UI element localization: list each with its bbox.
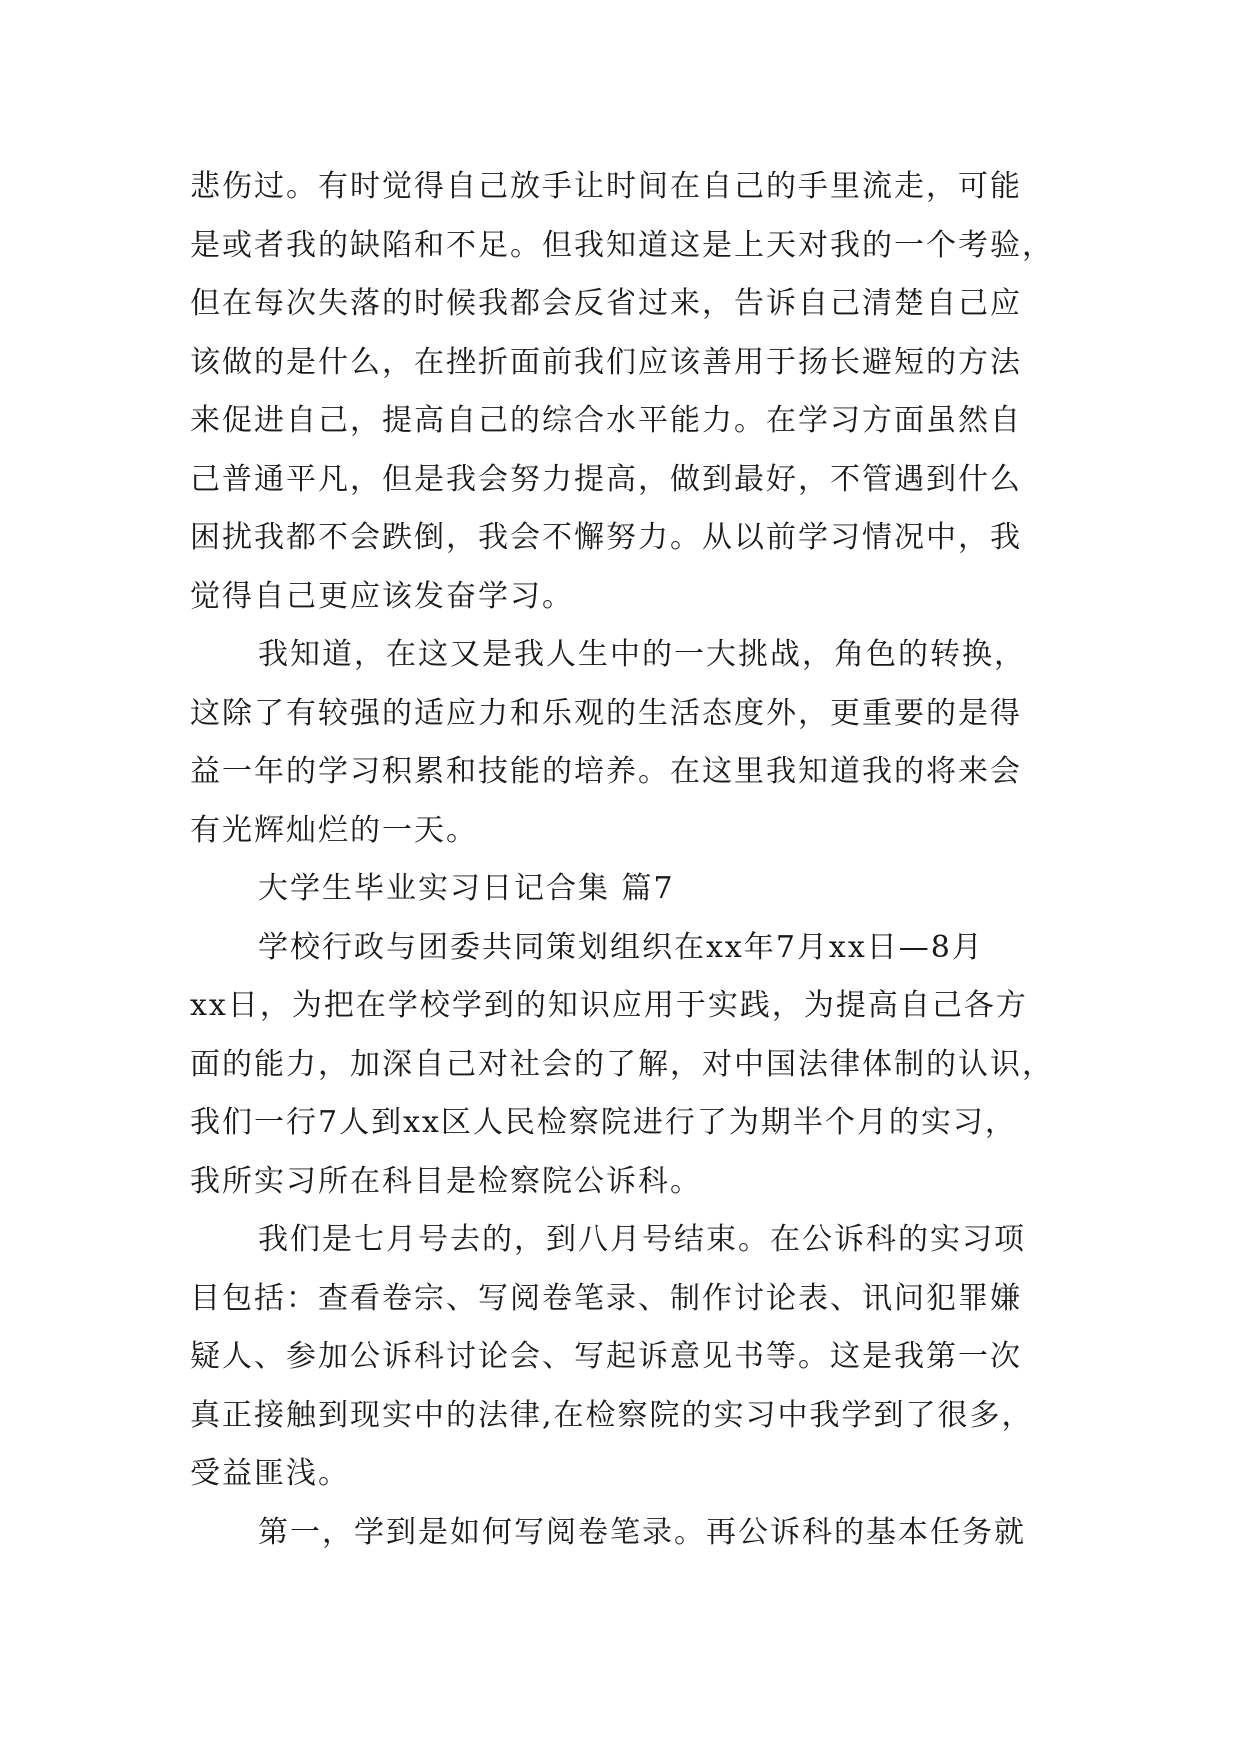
text-line: 目包括：查看卷宗、写阅卷笔录、制作讨论表、讯问犯罪嫌 <box>190 1280 1022 1316</box>
text-line: 觉得自己更应该发奋学习。 <box>190 578 574 614</box>
paragraph-first-line: 第一，学到是如何写阅卷笔录。再公诉科的基本任务就 <box>258 1514 1026 1550</box>
text-line: 疑人、参加公诉科讨论会、写起诉意见书等。这是我第一次 <box>190 1339 1022 1374</box>
text-line: 益一年的学习积累和技能的培养。在这里我知道我的将来会 <box>190 754 1022 789</box>
text-line: xx日，为把在学校学到的知识应用于实践，为提高自己各方 <box>190 988 1028 1023</box>
paragraph-first-line: 我知道，在这又是我人生中的一大挑战，角色的转换， <box>258 637 1026 672</box>
text-line: 悲伤过。有时觉得自己放手让时间在自己的手里流走，可能 <box>190 169 1022 204</box>
text-line: 我们一行7人到xx区人民检察院进行了为期半个月的实习， <box>190 1105 1017 1140</box>
text-line: 是或者我的缺陷和不足。但我知道这是上天对我的一个考验， <box>190 227 1054 263</box>
text-line: 该做的是什么，在挫折面前我们应该善用于扬长避短的方法 <box>190 344 1022 380</box>
paragraph-first-line: 我们是七月号去的，到八月号结束。在公诉科的实习项 <box>258 1222 1026 1257</box>
text-line: 我所实习所在科目是检察院公诉科。 <box>190 1163 702 1199</box>
text-line: 真正接触到现实中的法律,在检察院的实习中我学到了很多， <box>190 1397 1034 1433</box>
text-line: 困扰我都不会跌倒，我会不懈努力。从以前学习情况中，我 <box>190 520 1022 555</box>
text-line: 来促进自己，提高自己的综合水平能力。在学习方面虽然自 <box>190 403 1022 438</box>
section-heading: 大学生毕业实习日记合集 篇7 <box>258 871 675 906</box>
text-line: 这除了有较强的适应力和乐观的生活态度外，更重要的是得 <box>190 695 1022 731</box>
text-line: 受益匪浅。 <box>190 1456 350 1491</box>
text-line: 有光辉灿烂的一天。 <box>190 812 478 848</box>
text-line: 己普通平凡，但是我会努力提高，做到最好，不管遇到什么 <box>190 461 1022 497</box>
paragraph-first-line: 学校行政与团委共同策划组织在xx年7月xx日—8月 <box>258 929 984 965</box>
text-line: 但在每次失落的时候我都会反省过来，告诉自己清楚自己应 <box>190 286 1022 321</box>
text-line: 面的能力，加深自己对社会的了解，对中国法律体制的认识， <box>190 1046 1054 1082</box>
document-body <box>190 158 1090 1562</box>
